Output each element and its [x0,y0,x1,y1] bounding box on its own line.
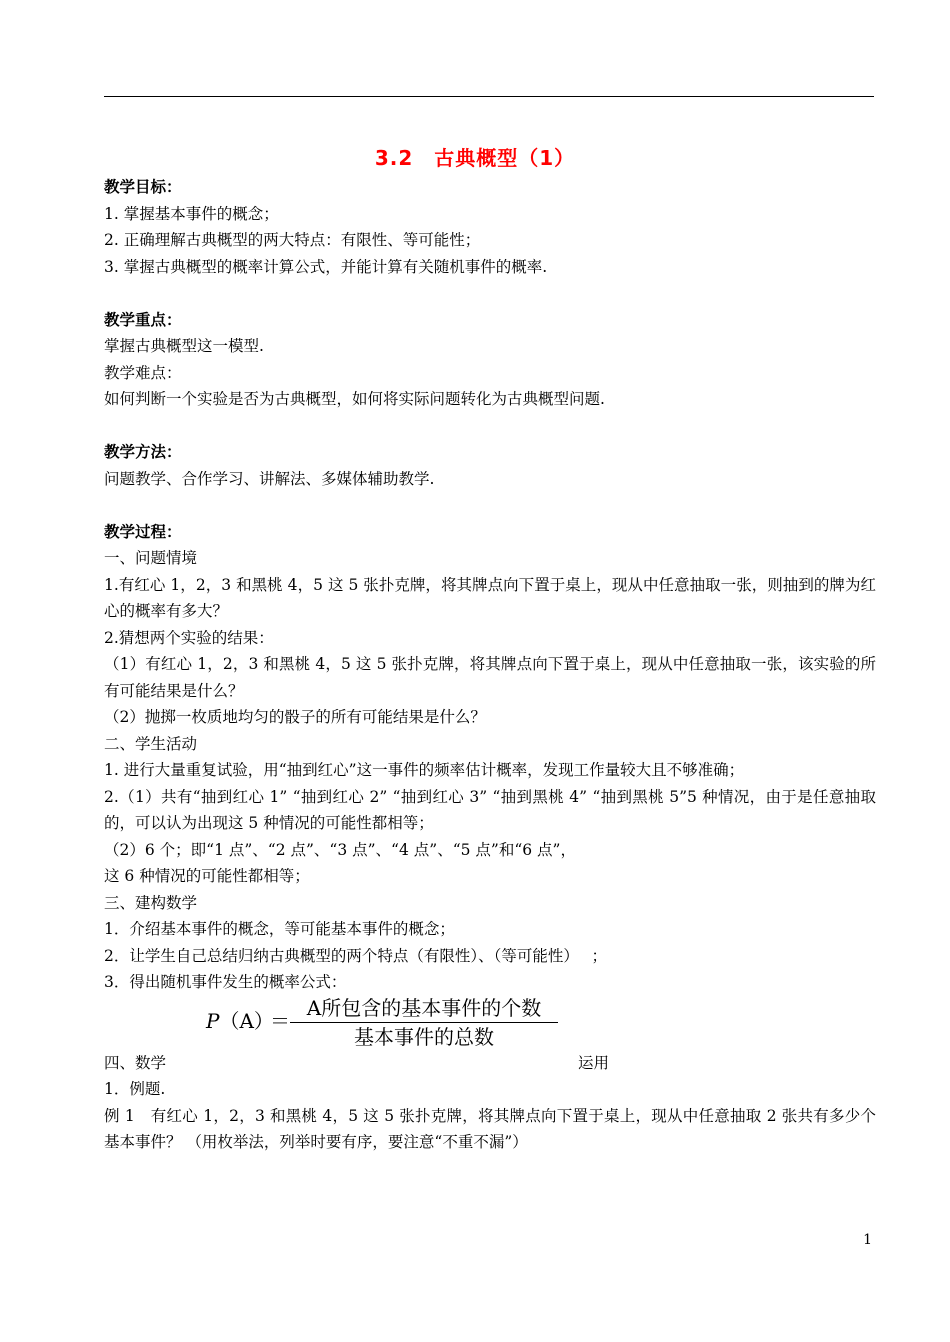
page-number: 1 [863,1232,872,1248]
method-text: 问题教学、合作学习、讲解法、多媒体辅助教学. [104,469,435,488]
section-2-paragraph-3: （2）6 个；即“1 点”、“2 点”、“3 点”、“4 点”、“5 点”和“6 点”， [104,840,576,859]
section-3-title: 三、建构数学 [104,893,198,912]
formula-numerator: A所包含的基本事件的个数 [290,994,558,1023]
section-3-paragraph-1: 1．介绍基本事件的概念，等可能基本事件的概念； [104,920,455,938]
header-rule [104,96,874,97]
page-title: 3.2 古典概型（1） [374,146,576,170]
method-heading: 教学方法： [104,443,182,461]
goal-item-2: 2. 正确理解古典概型的两大特点：有限性、等可能性； [104,231,481,249]
section-3-paragraph-2: 2．让学生自己总结归纳古典概型的两个特点（有限性）、（等可能性） ； [104,946,608,965]
difficulty-heading: 教学难点： [104,363,182,382]
section-2-paragraph-2: 2.（1）共有“抽到红心 1” “抽到红心 2” “抽到红心 3” “抽到黑桃 4” “抽到黑桃 5”5 种情况，由于是任意抽取的，可以认为出现这 5 种情况的可能性都相等； [104,787,876,832]
section-1-paragraph-3: （1）有红心 1，2，3 和黑桃 4，5 这 5 张扑克牌，将其牌点向下置于桌上，现从中任意抽取一张，该实验的所有可能结果是什么？ [104,655,876,700]
section-2-paragraph-1: 1. 进行大量重复试验，用“抽到红心”这一事件的频率估计概率，发现工作量较大且不够准确； [104,761,745,779]
section-4-example-1: 例 1 有红心 1，2，3 和黑桃 4，5 这 5 张扑克牌，将其牌点向下置于桌上，现从中任意抽取 2 张共有多少个基本事件？ （用枚举法，列举时要有序，要注意“不重不漏”） [104,1106,876,1151]
formula-lhs [206,1008,274,1035]
formula-equals: ＝ [270,1008,290,1033]
section-1-title: 一、问题情境 [104,549,198,567]
key-text: 掌握古典概型这一模型. [104,337,264,355]
section-1-paragraph-1: 1.有红心 1，2，3 和黑桃 4，5 这 5 张扑克牌，将其牌点向下置于桌上，现从中任意抽取一张，则抽到的牌为红心的概率有多大？ [104,575,876,620]
formula-a: （A） [219,1008,274,1033]
formula-denominator: 基本事件的总数 [354,1024,494,1049]
probability-formula [104,995,876,1050]
section-1-paragraph-2: 2.猜想两个实验的结果： [104,628,274,647]
difficulty-text: 如何判断一个实验是否为古典概型，如何将实际问题转化为古典概型问题. [104,390,605,408]
section-2-paragraph-4: 这 6 种情况的可能性都相等； [104,867,310,885]
formula-p: P [206,1008,220,1033]
key-heading: 教学重点： [104,310,182,329]
document-body [104,174,876,1156]
section-4-paragraph-1: 1．例题. [104,1080,166,1098]
section-4-title-left: 四、数学 [104,1053,167,1072]
goal-item-3: 3. 掌握古典概型的概率计算公式，并能计算有关随机事件的概率. [104,257,548,276]
section-1-paragraph-4: （2）抛掷一枚质地均匀的骰子的所有可能结果是什么？ [104,708,486,726]
formula-fraction [290,994,558,1051]
section-2-title: 二、学生活动 [104,734,198,753]
process-heading: 教学过程： [104,522,182,541]
section-4-title [104,1050,876,1077]
goals-heading: 教学目标： [104,178,182,196]
section-4-title-right: 运用 [578,1053,610,1072]
goal-item-1: 1. 掌握基本事件的概念； [104,204,279,223]
section-3-paragraph-3: 3．得出随机事件发生的概率公式： [104,973,347,991]
